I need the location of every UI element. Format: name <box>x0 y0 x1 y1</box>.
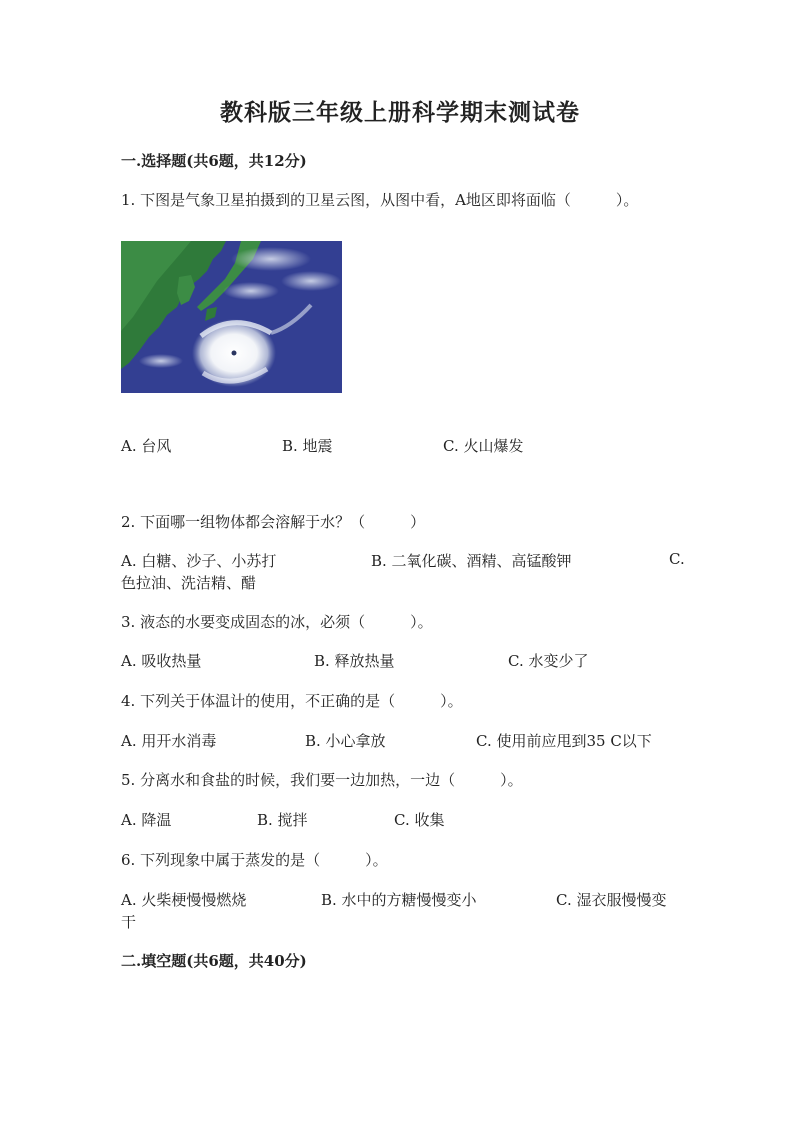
question-4: 4. 下列关于体温计的使用，不正确的是（ ）。 <box>121 692 463 710</box>
q5-option-b: B. 搅拌 <box>257 811 308 829</box>
q1-option-a: A. 台风 <box>121 437 172 455</box>
question-1: 1. 下图是气象卫星拍摄到的卫星云图，从图中看，A地区即将面临（ ）。 <box>121 191 639 209</box>
q2-option-b: B. 二氧化碳、酒精、高锰酸钾 <box>371 552 572 570</box>
question-5: 5. 分离水和食盐的时候，我们要一边加热，一边（ ）。 <box>121 771 523 789</box>
q2-option-a: A. 白糖、沙子、小苏打 <box>121 552 277 570</box>
q6-option-b: B. 水中的方糖慢慢变小 <box>321 891 477 909</box>
q3-option-a: A. 吸收热量 <box>121 652 202 670</box>
question-6: 6. 下列现象中属于蒸发的是（ ）。 <box>121 851 388 869</box>
question-2: 2. 下面哪一组物体都会溶解于水？（ ） <box>121 513 426 531</box>
q3-option-c: C. 水变少了 <box>508 652 589 670</box>
q2-option-c-continued: 色拉油、洗洁精、醋 <box>121 574 257 592</box>
q6-option-c: C. 湿衣服慢慢变 <box>556 891 667 909</box>
q4-option-a: A. 用开水消毒 <box>121 732 217 750</box>
q4-option-b: B. 小心拿放 <box>305 732 386 750</box>
q3-option-b: B. 释放热量 <box>314 652 395 670</box>
q1-option-c: C. 火山爆发 <box>443 437 524 455</box>
satellite-cloud-image <box>121 241 342 393</box>
q4-option-c: C. 使用前应甩到35 C以下 <box>476 732 652 750</box>
q6-option-a: A. 火柴梗慢慢燃烧 <box>121 891 247 909</box>
q5-option-a: A. 降温 <box>121 811 172 829</box>
q5-option-c: C. 收集 <box>394 811 445 829</box>
section-heading-fill-blank: 二.填空题(共6题，共40分) <box>121 952 307 970</box>
page-title: 教科版三年级上册科学期末测试卷 <box>220 99 580 126</box>
section-heading-choice: 一.选择题(共6题，共12分) <box>121 152 307 170</box>
question-3: 3. 液态的水要变成固态的冰，必须（ ）。 <box>121 613 433 631</box>
q6-option-c-continued: 干 <box>121 913 137 931</box>
q2-option-c: C. <box>669 550 685 568</box>
q1-option-b: B. 地震 <box>282 437 333 455</box>
